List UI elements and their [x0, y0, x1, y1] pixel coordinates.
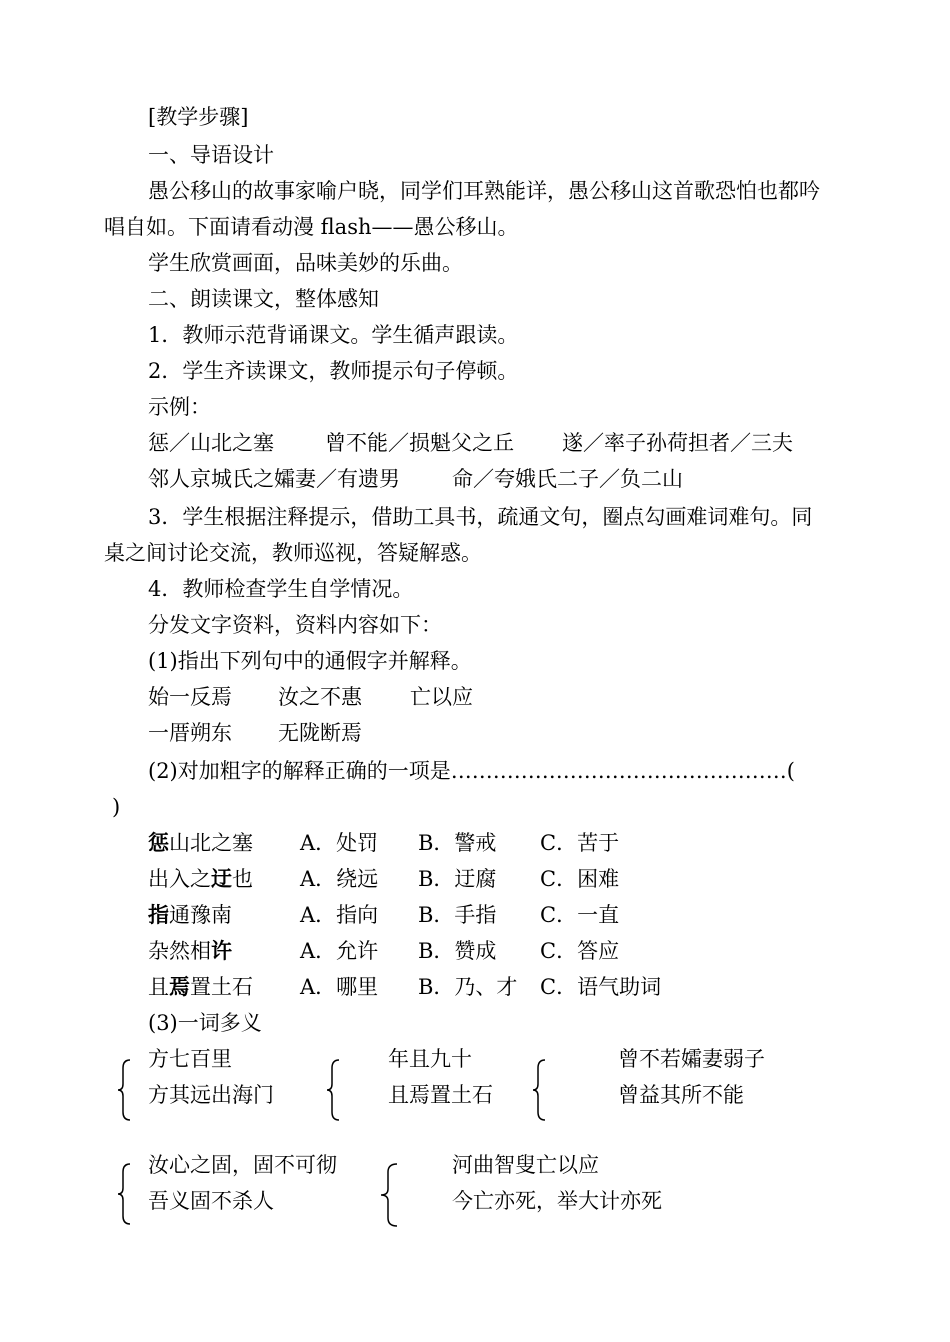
group-line: 曾不若孀妻弱子: [618, 1047, 765, 1071]
step3-line2: 桌之间讨论交流，教师巡视，答疑解惑。: [104, 541, 482, 565]
option-c: C．一直: [540, 903, 620, 927]
group-line: 且焉置土石: [388, 1083, 493, 1107]
option-c: C．答应: [540, 939, 620, 963]
group-line: 年且九十: [388, 1047, 472, 1071]
group-line: 今亡亦死，举大计亦死: [452, 1189, 662, 1213]
option-a: A．哪里: [300, 975, 379, 999]
q1-item: 汝之不惠: [278, 685, 362, 709]
q2-phrase: 出入之迂也: [148, 867, 253, 891]
option-c: C．语气助词: [540, 975, 662, 999]
section1-paragraph2: 学生欣赏画面，品味美妙的乐曲。: [148, 251, 463, 275]
left-brace-icon: [380, 1162, 400, 1228]
q1-item: 无陇断焉: [278, 721, 362, 745]
example-row2-item: 命／夸娥氏二子／负二山: [452, 467, 683, 491]
q1-item: 亡以应: [410, 685, 473, 709]
group-line: 吾义固不杀人: [148, 1189, 274, 1213]
option-a: A．允许: [300, 939, 379, 963]
option-b: B．乃、才: [418, 975, 518, 999]
question2-line1: (2)对加粗字的解释正确的一项是…………………………………………(: [148, 759, 795, 783]
section2-title: 二、朗读课文，整体感知: [148, 287, 379, 311]
option-c: C．苦于: [540, 831, 620, 855]
q2-phrase: 指通豫南: [148, 903, 232, 927]
step1: 1．教师示范背诵课文。学生循声跟读。: [148, 323, 519, 347]
left-brace-icon: [532, 1058, 548, 1122]
group-line: 河曲智叟亡以应: [452, 1153, 599, 1177]
question3: (3)一词多义: [148, 1011, 262, 1035]
option-a: A．指向: [300, 903, 379, 927]
example-row1-item: 惩／山北之塞: [148, 431, 274, 455]
group-line: 曾益其所不能: [618, 1083, 744, 1107]
group-line: 汝心之固，固不可彻: [148, 1153, 337, 1177]
bold-char: 许: [211, 939, 232, 963]
q2-phrase: 惩山北之塞: [148, 831, 253, 855]
example-row1-item: 曾不能／损魁父之丘: [325, 431, 514, 455]
section1-paragraph-line2: 唱自如。下面请看动漫 flash——愚公移山。: [104, 215, 519, 239]
option-b: B．手指: [418, 903, 497, 927]
left-brace-icon: [117, 1162, 133, 1226]
option-b: B．赞成: [418, 939, 497, 963]
bold-char: 惩: [148, 831, 169, 855]
question1: (1)指出下列句中的通假字并解释。: [148, 649, 472, 673]
left-brace-icon: [326, 1058, 342, 1122]
left-brace-icon: [117, 1058, 133, 1122]
step4: 4．教师检查学生自学情况。: [148, 577, 414, 601]
example-row1-item: 遂／率子孙荷担者／三夫: [562, 431, 793, 455]
option-b: B．警戒: [418, 831, 497, 855]
bold-char: 迂: [211, 867, 232, 891]
q1-item: 一厝朔东: [148, 721, 232, 745]
section1-title: 一、导语设计: [148, 143, 274, 167]
question2-line2: ): [112, 795, 121, 819]
materials-intro: 分发文字资料，资料内容如下：: [148, 613, 442, 637]
step3-line1: 3．学生根据注释提示，借助工具书，疏通文句，圈点勾画难词难句。同: [148, 505, 813, 529]
q2-phrase: 且焉置土石: [148, 975, 253, 999]
bold-char: 指: [148, 903, 169, 927]
section1-paragraph-line1: 愚公移山的故事家喻户晓，同学们耳熟能详，愚公移山这首歌恐怕也都吟: [148, 179, 820, 203]
example-row2-item: 邻人京城氏之孀妻／有遗男: [148, 467, 400, 491]
group-line: 方七百里: [148, 1047, 232, 1071]
q2-phrase: 杂然相许: [148, 939, 232, 963]
group-line: 方其远出海门: [148, 1083, 274, 1107]
step2: 2．学生齐读课文，教师提示句子停顿。: [148, 359, 519, 383]
option-a: A．绕远: [300, 867, 379, 891]
option-b: B．迂腐: [418, 867, 497, 891]
option-c: C．困难: [540, 867, 620, 891]
example-label: 示例：: [148, 395, 211, 419]
bold-char: 焉: [169, 975, 190, 999]
q1-item: 始一反焉: [148, 685, 232, 709]
option-a: A．处罚: [300, 831, 379, 855]
steps-heading: [教学步骤]: [148, 105, 249, 129]
